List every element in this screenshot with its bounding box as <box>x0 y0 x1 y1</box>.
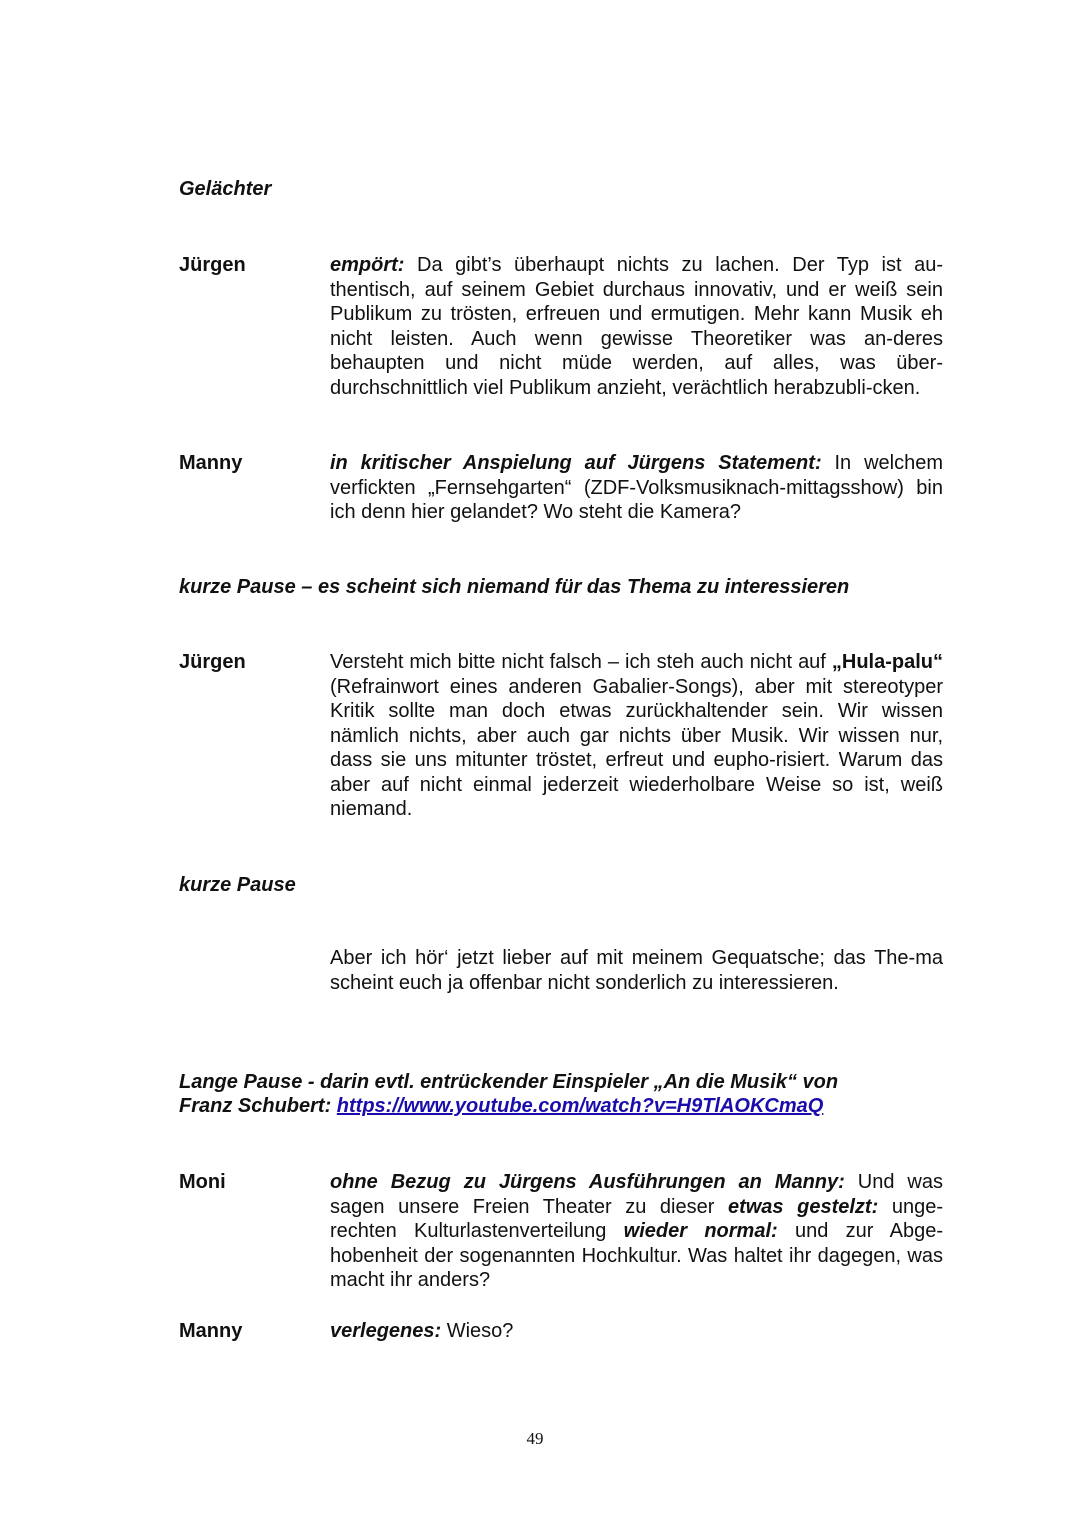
stage-direction-long-pause <box>179 1070 899 1118</box>
speech-juergen-2 <box>330 650 943 822</box>
speech-text: (Refrainwort eines anderen Gabalier-Songs), aber mit stereotyper Kritik sollte man doch etwas zurückhaltender sein. Wir wissen nämlich nichts, aber auch gar nichts über Musik. Wir wissen nur, dass sie uns mitunter tröstet, erfreut und eupho-risiert. Warum das aber auf nicht einmal jederzeit wiederholbare Weise so ist, weiß niemand. <box>330 675 943 820</box>
page-number: 49 <box>526 1429 544 1448</box>
stage-direction-inline: ohne Bezug zu Jürgens Ausführungen an Manny: <box>330 1171 845 1193</box>
speech-text: Und was sagen unsere Freien Theater zu dieser <box>330 1171 943 1218</box>
stage-direction-inline: empört: <box>330 254 405 276</box>
stage-direction-inline: wieder normal: <box>623 1220 778 1242</box>
stage-direction-inline: etwas gestelzt: <box>727 1195 879 1218</box>
speech-text: Wieso? <box>441 1320 514 1342</box>
youtube-link[interactable]: https://www.youtube.com/watch?v=H9TlAOKCmaQ <box>336 1095 824 1117</box>
speech-manny-1 <box>330 451 943 525</box>
stage-direction-laughter: Gelächter <box>179 178 272 200</box>
stage-direction-inline: in kritischer Anspielung auf Jürgens Statement: <box>330 452 822 474</box>
speaker-manny: Manny <box>179 452 243 474</box>
speech-text: Da gibt’s überhaupt nichts zu lachen. Der Typ ist au-thentisch, auf seinem Gebiet durchaus innovativ, und er weiß sein Publikum zu trösten, erfreuen und ermutigen. Mehr kann Musik eh nicht leisten. Auch wenn gewisse Theoretiker was an-deres behaupten und nicht müde werden, auf alles, was über-durchschnittlich viel Publikum anzieht, verächtlich herabzubli-cken. <box>330 254 943 399</box>
speech-moni-1 <box>330 1170 943 1293</box>
speech-juergen-3: Aber ich hör‘ jetzt lieber auf mit meinem Gequatsche; das The-ma scheint euch ja offenbar nicht sonderlich zu interessieren. <box>330 947 943 994</box>
speaker-moni: Moni <box>179 1171 226 1193</box>
speech-manny-2 <box>330 1319 943 1344</box>
stage-direction-inline: verlegenes: <box>330 1320 442 1342</box>
stage-direction-text: Franz Schubert: <box>179 1095 337 1117</box>
speech-text: Versteht mich bitte nicht falsch – ich steh auch nicht auf <box>330 651 832 673</box>
speaker-juergen: Jürgen <box>179 651 246 673</box>
speech-juergen-1 <box>330 253 943 400</box>
stage-direction-line: Lange Pause - darin evtl. entrückender Einspieler „An die Musik“ von <box>179 1071 839 1093</box>
speech-text: In welchem verfickten „Fernsehgarten“ (ZDF-Volksmusiknach-mittagsshow) bin ich denn hier gelandet? Wo steht die Kamera? <box>330 452 943 523</box>
song-word: „Hula-palu“ <box>831 651 943 673</box>
stage-direction-line <box>179 1094 899 1118</box>
speaker-manny: Manny <box>179 1320 243 1342</box>
speech-text: und zur Abge-hobenheit der sogenannten Hochkultur. Was haltet ihr dagegen, was macht ihr anders? <box>330 1220 944 1291</box>
speaker-juergen: Jürgen <box>179 254 246 276</box>
speech-text: unge-rechten Kulturlastenverteilung <box>330 1195 943 1242</box>
stage-direction-short-pause: kurze Pause <box>179 874 296 896</box>
stage-direction-short-pause-topic: kurze Pause – es scheint sich niemand für das Thema zu interessieren <box>179 576 850 598</box>
